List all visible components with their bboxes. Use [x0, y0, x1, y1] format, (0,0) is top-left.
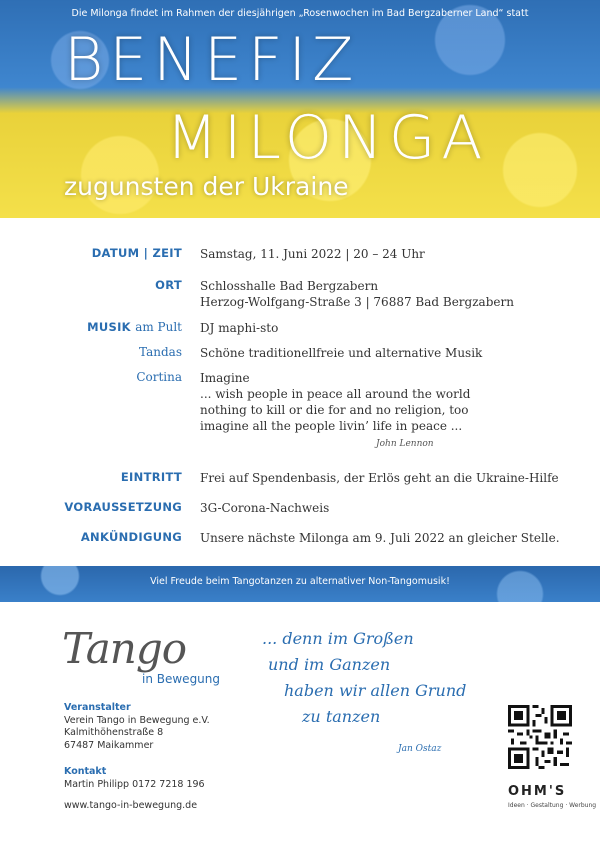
slogan-text: Viel Freude beim Tangotanzen zu alternativer Non-Tangomusik! — [150, 576, 450, 587]
cortina-line2: nothing to kill or die for and no religion, too — [200, 403, 469, 417]
qr-code-icon — [508, 705, 572, 769]
ohms-logo: OHM'S — [508, 784, 567, 799]
veranstalter-line1: Verein Tango in Bewegung e.V. — [64, 714, 210, 726]
value-ort-line1: Schlosshalle Bad Bergzabern — [200, 279, 379, 293]
subtitle: zugunsten der Ukraine — [64, 172, 349, 201]
label-voraussetzung: VORAUSSETZUNG — [64, 500, 182, 514]
logo-word: Tango — [62, 624, 187, 673]
quote-author: Jan Ostaz — [398, 744, 442, 754]
script-quote — [262, 626, 502, 730]
label-pult: am Pult — [135, 320, 182, 334]
veranstalter-heading: Veranstalter — [64, 702, 131, 713]
value-ort-line2: Herzog-Wolfgang-Straße 3 | 76887 Bad Bergzabern — [200, 295, 514, 309]
quote-line1: ... denn im Großen — [262, 629, 414, 648]
kontakt-heading: Kontakt — [64, 766, 107, 777]
value-pult: DJ maphi-sto — [200, 321, 279, 335]
value-eintritt: Frei auf Spendenbasis, der Erlös geht an die Ukraine-Hilfe — [200, 471, 559, 485]
cortina-title: Imagine — [200, 371, 250, 385]
cortina-author: John Lennon — [376, 439, 434, 449]
veranstalter-line3: 67487 Maikammer — [64, 739, 154, 751]
label-ort: ORT — [155, 278, 182, 292]
value-ankuendigung: Unsere nächste Milonga am 9. Juli 2022 an gleicher Stelle. — [200, 531, 560, 545]
quote-line3: haben wir allen Grund — [284, 681, 467, 700]
label-eintritt: EINTRITT — [120, 470, 182, 484]
quote-line2: und im Ganzen — [268, 655, 391, 674]
value-voraussetzung: 3G-Corona-Nachweis — [200, 501, 330, 515]
label-ankuendigung: ANKÜNDIGUNG — [80, 530, 182, 544]
cortina-line1: ... wish people in peace all around the world — [200, 387, 471, 401]
kontakt-block — [64, 766, 205, 791]
title-milonga: MILONGA — [166, 103, 489, 173]
kontakt-line: Martin Philipp 0172 7218 196 — [64, 778, 205, 790]
hero-banner — [0, 0, 600, 218]
website-link[interactable]: www.tango-in-bewegung.de — [64, 800, 198, 811]
logo-sub: in Bewegung — [142, 672, 221, 686]
value-tandas: Schöne traditionellfreie und alternative Musik — [200, 346, 483, 360]
tango-logo — [62, 624, 221, 686]
slogan-band — [0, 566, 600, 602]
value-datum: Samstag, 11. Juni 2022 | 20 – 24 Uhr — [200, 247, 425, 261]
hero-topline: Die Milonga findet im Rahmen der diesjährigen „Rosenwochen im Bad Bergzaberner Land“ statt — [71, 8, 529, 19]
label-tandas: Tandas — [139, 345, 182, 359]
cortina-line3: imagine all the people livin’ life in peace ... — [200, 419, 463, 433]
veranstalter-block — [64, 702, 210, 752]
label-musik: MUSIK — [87, 320, 131, 334]
label-datum: DATUM | ZEIT — [91, 246, 182, 260]
veranstalter-line2: Kalmithöhenstraße 8 — [64, 727, 164, 738]
quote-line4: zu tanzen — [302, 707, 381, 726]
label-cortina: Cortina — [136, 370, 182, 384]
title-benefiz: BENEFIZ — [64, 25, 360, 95]
ohms-tagline: Ideen · Gestaltung · Werbung — [508, 802, 597, 809]
